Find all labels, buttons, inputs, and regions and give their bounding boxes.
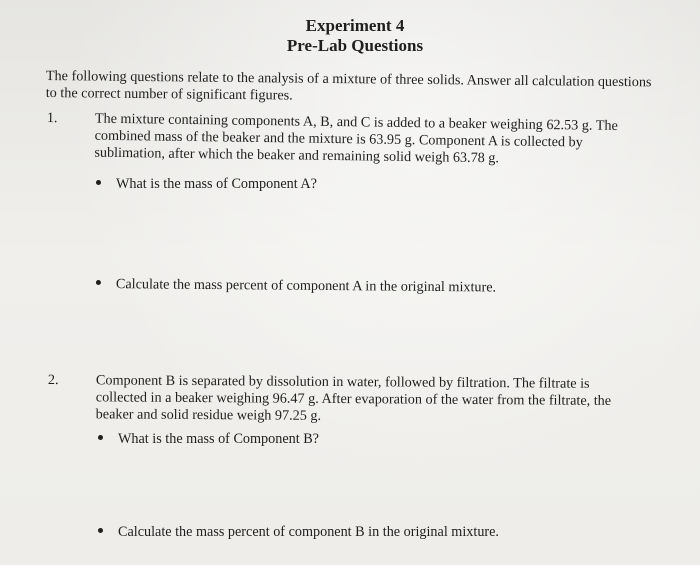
bullet-icon (98, 435, 103, 440)
bullet-icon (98, 528, 103, 533)
bullet-text: Calculate the mass percent of component B in the original mixture. (118, 524, 499, 540)
title-block (0, 16, 700, 56)
bullet-question (96, 276, 496, 296)
page-title: Experiment 4 (305, 16, 405, 35)
bullet-icon (96, 280, 101, 285)
bullet-question (98, 524, 499, 541)
question-text: Component B is separated by dissolution in water, followed by filtration. The filtrate is collected in a beaker weighing 96.47 g. After evaporation of the water from the filtrate, the beaker and solid residue weigh 97.25 g. (95, 372, 612, 424)
bullet-icon (96, 180, 101, 185)
bullet-text: What is the mass of Component A? (116, 176, 317, 192)
question-number: 1. (46, 110, 58, 127)
page-subtitle: Pre-Lab Questions (286, 36, 424, 55)
question-number: 2. (47, 372, 59, 389)
bullet-question (96, 176, 317, 193)
question-text: The mixture containing components A, B, and C is added to a beaker weighing 62.53 g. The combined mass of the beaker and the mixture is 63.95 g. Component A is collected by sublimation, after which the beaker and remaining solid weigh 63.78 g. (94, 110, 618, 167)
bullet-text: What is the mass of Component B? (118, 431, 319, 447)
bullet-text: Calculate the mass percent of component A in the original mixture. (115, 276, 497, 296)
bullet-question (98, 431, 319, 448)
instructions-paragraph: The following questions relate to the analysis of a mixture of three solids. Answer all calculation questions to the correct number of significant figures. (45, 68, 652, 104)
